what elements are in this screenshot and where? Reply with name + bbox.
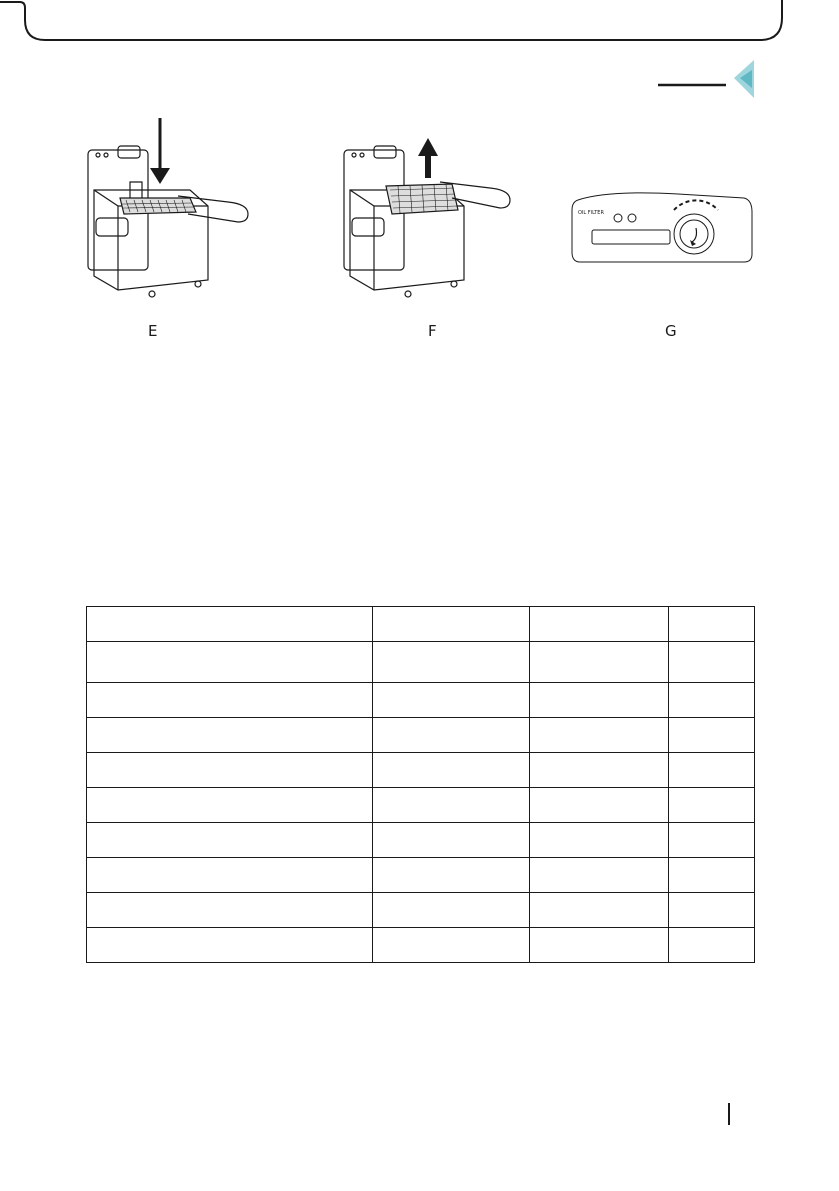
table-cell xyxy=(87,893,373,928)
table-cell xyxy=(669,928,755,963)
table-cell xyxy=(87,607,373,642)
figure-g xyxy=(568,190,754,270)
figure-caption-f: F xyxy=(428,322,438,340)
figure-f xyxy=(340,110,520,310)
table-header-row xyxy=(87,607,755,642)
table-cell xyxy=(530,893,669,928)
chapter-tab-icon xyxy=(656,58,756,98)
table-cell xyxy=(669,858,755,893)
table-row xyxy=(87,753,755,788)
table-cell xyxy=(530,753,669,788)
table-row xyxy=(87,928,755,963)
table-cell xyxy=(373,788,530,823)
table-cell xyxy=(87,858,373,893)
table-cell xyxy=(87,642,373,683)
fryer-basket-raising-icon xyxy=(340,110,520,310)
table-cell xyxy=(530,683,669,718)
table-cell xyxy=(530,718,669,753)
table-cell xyxy=(87,928,373,963)
figure-caption-g: G xyxy=(665,322,678,340)
fryer-basket-lowering-icon xyxy=(78,110,258,310)
table-cell xyxy=(530,858,669,893)
table-cell xyxy=(373,607,530,642)
table-cell xyxy=(373,718,530,753)
table-cell xyxy=(669,753,755,788)
table-cell xyxy=(87,718,373,753)
table-row xyxy=(87,683,755,718)
table-row xyxy=(87,858,755,893)
page-number-marker xyxy=(728,1103,730,1125)
table-cell xyxy=(87,823,373,858)
table-row xyxy=(87,788,755,823)
table-cell xyxy=(87,753,373,788)
table-row xyxy=(87,893,755,928)
table-cell xyxy=(669,718,755,753)
table-cell xyxy=(530,607,669,642)
panel-brand-label: OIL FILTER xyxy=(578,210,604,216)
table-cell xyxy=(530,642,669,683)
table-cell xyxy=(669,823,755,858)
table-cell xyxy=(373,858,530,893)
table-cell xyxy=(530,928,669,963)
table-cell xyxy=(87,788,373,823)
table-cell xyxy=(373,823,530,858)
frying-guide-table xyxy=(86,606,755,963)
control-panel-icon xyxy=(568,190,754,270)
table-cell xyxy=(373,928,530,963)
table-cell xyxy=(530,788,669,823)
table-cell xyxy=(373,642,530,683)
figure-e xyxy=(78,110,258,310)
table-cell xyxy=(87,683,373,718)
figure-caption-e: E xyxy=(148,322,159,340)
table-cell xyxy=(669,607,755,642)
table-cell xyxy=(530,823,669,858)
table-cell xyxy=(669,893,755,928)
table-cell xyxy=(373,893,530,928)
page-edge-curve xyxy=(0,0,839,60)
table-row xyxy=(87,642,755,683)
table-row xyxy=(87,718,755,753)
table-cell xyxy=(669,683,755,718)
table-cell xyxy=(373,683,530,718)
table-cell xyxy=(669,642,755,683)
table-row xyxy=(87,823,755,858)
table-cell xyxy=(669,788,755,823)
table-cell xyxy=(373,753,530,788)
